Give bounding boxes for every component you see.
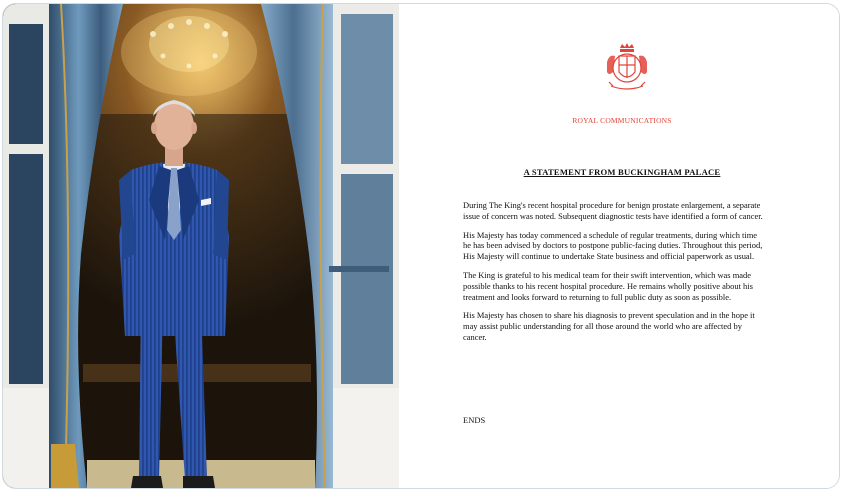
statement-paragraph: During The King's recent hospital procedure for benign prostate enlargement, a separate issue of concern was noted. Subsequent diagnostic tests have identified a form of cancer. (463, 200, 763, 221)
royal-crest-icon (601, 42, 653, 94)
statement-paragraph: His Majesty has today commenced a schedule of regular treatments, during which time he has been advised by doctors to postpone public-facing duties. Throughout this period, His Majesty will continue to undertake State business and official paperwork as usual. (463, 229, 763, 262)
statement-paragraph: The King is grateful to his medical team for their swift intervention, which was made possible thanks to his recent hospital procedure. He remains wholly positive about his treatment and looks forward to returning to full public duty as soon as possible. (463, 269, 753, 302)
statement-paragraph: His Majesty has chosen to share his diagnosis to prevent speculation and in the hope it may assist public understanding for all those around the world who are affected by cancer. (463, 310, 755, 342)
photo-panel[interactable] (3, 4, 399, 488)
king-portrait-photo (3, 4, 399, 488)
chandelier (121, 8, 257, 96)
statement-closing: ENDS (463, 415, 486, 425)
media-card[interactable] (2, 3, 840, 489)
statement-heading: A STATEMENT FROM BUCKINGHAM PALACE (523, 167, 721, 177)
organization-name: ROYAL COMMUNICATIONS (572, 116, 672, 125)
statement-body (463, 200, 763, 351)
statement-document[interactable] (405, 4, 839, 488)
